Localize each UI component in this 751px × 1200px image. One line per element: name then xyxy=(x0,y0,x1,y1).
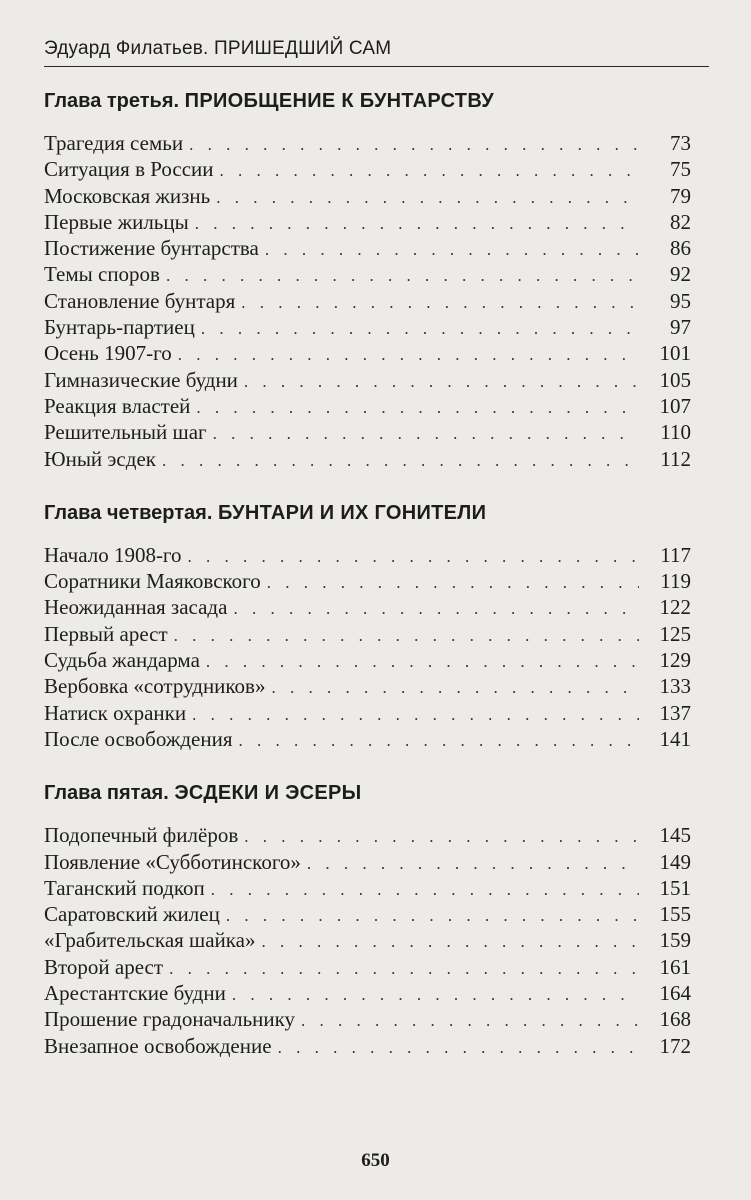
chapter-heading xyxy=(44,498,691,528)
toc-entry xyxy=(44,419,691,445)
entry-title: Подопечный филёров xyxy=(44,823,239,848)
toc-entry xyxy=(44,209,691,235)
dot-leader xyxy=(201,316,639,342)
toc-entry xyxy=(44,568,691,594)
dot-leader xyxy=(213,421,639,447)
entry-title: Начало 1908-го xyxy=(44,542,182,567)
dot-leader xyxy=(244,824,639,850)
entry-page-number: 161 xyxy=(659,954,691,979)
toc-entry xyxy=(44,621,691,647)
dot-leader xyxy=(232,982,639,1008)
entry-page-number: 73 xyxy=(670,131,691,155)
entry-page-number: 125 xyxy=(659,621,691,646)
page-number: 650 xyxy=(361,1150,390,1171)
dot-leader xyxy=(244,369,639,395)
entry-page-number: 155 xyxy=(659,902,691,927)
toc-entry xyxy=(44,954,691,980)
dot-leader xyxy=(174,623,639,649)
entry-page-number: 133 xyxy=(659,674,691,699)
toc-entry xyxy=(44,1033,691,1059)
entry-page-number: 159 xyxy=(659,928,691,953)
dot-leader xyxy=(195,211,639,237)
entry-title: Неожиданная засада xyxy=(44,595,228,620)
entry-page-number: 110 xyxy=(660,420,691,445)
dot-leader xyxy=(278,1035,639,1061)
entry-title: Гимназические будни xyxy=(44,367,238,392)
entry-title: Судьба жандарма xyxy=(44,648,200,673)
toc-entry xyxy=(44,901,691,927)
toc-entry xyxy=(44,673,691,699)
toc-entry xyxy=(44,700,691,726)
dot-leader xyxy=(241,290,639,316)
entry-title: Саратовский жилец xyxy=(44,902,220,927)
entry-page-number: 95 xyxy=(670,288,691,313)
entry-title: Вербовка «сотрудников» xyxy=(44,674,266,699)
entry-title: Темы споров xyxy=(44,262,160,287)
toc-entry xyxy=(44,980,691,1006)
table-of-contents xyxy=(44,86,691,1059)
entry-title: Трагедия семьи xyxy=(44,131,184,155)
toc-entry xyxy=(44,822,691,848)
entry-page-number: 92 xyxy=(670,262,691,287)
dot-leader xyxy=(196,395,639,421)
entry-title: Второй арест xyxy=(44,954,164,979)
entry-page-number: 101 xyxy=(659,341,691,366)
toc-entry xyxy=(44,927,691,953)
entry-title: Реакция властей xyxy=(44,393,191,418)
dot-leader xyxy=(239,728,640,754)
entry-page-number: 97 xyxy=(670,315,691,340)
entry-page-number: 75 xyxy=(670,157,691,182)
toc-entry xyxy=(44,288,691,314)
entry-title: Появление «Субботинского» xyxy=(44,849,301,874)
dot-leader xyxy=(178,342,639,368)
entry-title: Постижение бунтарства xyxy=(44,236,259,261)
toc-entry xyxy=(44,647,691,673)
toc-entry xyxy=(44,726,691,752)
entry-title: Натиск охранки xyxy=(44,700,187,725)
dot-leader xyxy=(192,702,639,728)
chapter-section xyxy=(44,498,691,752)
entry-title: Осень 1907-го xyxy=(44,341,172,366)
toc-entry xyxy=(44,542,691,568)
entry-title: Решительный шаг xyxy=(44,420,207,445)
entry-title: Арестантские будни xyxy=(44,981,226,1006)
toc-entry xyxy=(44,393,691,419)
toc-entry xyxy=(44,1006,691,1032)
toc-entry xyxy=(44,367,691,393)
entry-page-number: 164 xyxy=(659,981,691,1006)
entry-page-number: 141 xyxy=(659,726,691,751)
toc-entry xyxy=(44,446,691,472)
entry-title: Соратники Маяковского xyxy=(44,569,261,594)
dot-leader xyxy=(301,1008,639,1034)
entry-title: Внезапное освобождение xyxy=(44,1033,272,1058)
toc-entry xyxy=(44,875,691,901)
entry-title: Становление бунтаря xyxy=(44,288,236,313)
dot-leader xyxy=(262,929,640,955)
entry-title: Таганский подкоп xyxy=(44,875,205,900)
chapter-heading xyxy=(44,778,691,808)
dot-leader xyxy=(265,237,639,263)
entry-page-number: 86 xyxy=(670,236,691,261)
entry-title: После освобождения xyxy=(44,726,233,751)
dot-leader xyxy=(166,263,639,289)
entry-title: Юный эсдек xyxy=(44,446,156,471)
dot-leader xyxy=(162,448,639,474)
chapter-name: ЭСДЕКИ И ЭСЕРЫ xyxy=(174,782,362,805)
chapter-heading xyxy=(44,86,691,116)
entry-page-number: 129 xyxy=(659,648,691,673)
entry-title: Первые жильцы xyxy=(44,209,189,234)
entry-page-number: 122 xyxy=(659,595,691,620)
toc-entry xyxy=(44,183,691,209)
dot-leader xyxy=(267,570,639,596)
entry-title: Прошение градоначальнику xyxy=(44,1007,296,1032)
dot-leader xyxy=(307,851,639,877)
dot-leader xyxy=(220,158,639,184)
entry-title: Первый арест xyxy=(44,621,168,646)
entry-page-number: 105 xyxy=(659,367,691,392)
toc-entry xyxy=(44,314,691,340)
entry-title: Ситуация в России xyxy=(44,157,214,182)
toc-entry xyxy=(44,235,691,261)
entry-page-number: 112 xyxy=(660,446,691,471)
entry-page-number: 117 xyxy=(660,542,691,567)
dot-leader xyxy=(206,649,639,675)
dot-leader xyxy=(233,596,639,622)
chapter-section xyxy=(44,778,691,1059)
entry-page-number: 137 xyxy=(659,700,691,725)
entry-page-number: 107 xyxy=(659,393,691,418)
toc-entry xyxy=(44,130,691,156)
chapter-label: Глава третья. xyxy=(44,90,180,112)
entry-page-number: 79 xyxy=(670,183,691,208)
running-header: Эдуард Филатьев. ПРИШЕДШИЙ САМ xyxy=(44,38,392,59)
chapter-label: Глава пятая. xyxy=(44,782,169,805)
dot-leader xyxy=(169,956,639,982)
chapter-name: БУНТАРИ И ИХ ГОНИТЕЛИ xyxy=(217,501,487,524)
entry-page-number: 82 xyxy=(670,209,691,234)
dot-leader xyxy=(226,903,639,929)
toc-entry xyxy=(44,340,691,366)
dot-leader xyxy=(211,877,639,903)
entry-page-number: 119 xyxy=(660,569,691,594)
chapter-name: ПРИОБЩЕНИЕ К БУНТАРСТВУ xyxy=(184,90,495,112)
dot-leader xyxy=(271,675,639,701)
chapter-section xyxy=(44,86,691,472)
entry-page-number: 149 xyxy=(659,849,691,874)
toc-entry xyxy=(44,594,691,620)
dot-leader xyxy=(189,132,639,158)
header-rule xyxy=(44,66,709,67)
entry-title: «Грабительская шайка» xyxy=(44,928,256,953)
entry-title: Московская жизнь xyxy=(44,183,211,208)
entry-page-number: 168 xyxy=(659,1007,691,1032)
dot-leader xyxy=(188,544,639,570)
entry-page-number: 172 xyxy=(659,1033,691,1058)
entry-page-number: 145 xyxy=(659,823,691,848)
chapter-label: Глава четвертая. xyxy=(44,501,213,524)
toc-entry xyxy=(44,261,691,287)
entry-title: Бунтарь-партиец xyxy=(44,315,195,340)
toc-entry xyxy=(44,849,691,875)
entry-page-number: 151 xyxy=(659,875,691,900)
toc-entry xyxy=(44,156,691,182)
dot-leader xyxy=(216,185,639,211)
